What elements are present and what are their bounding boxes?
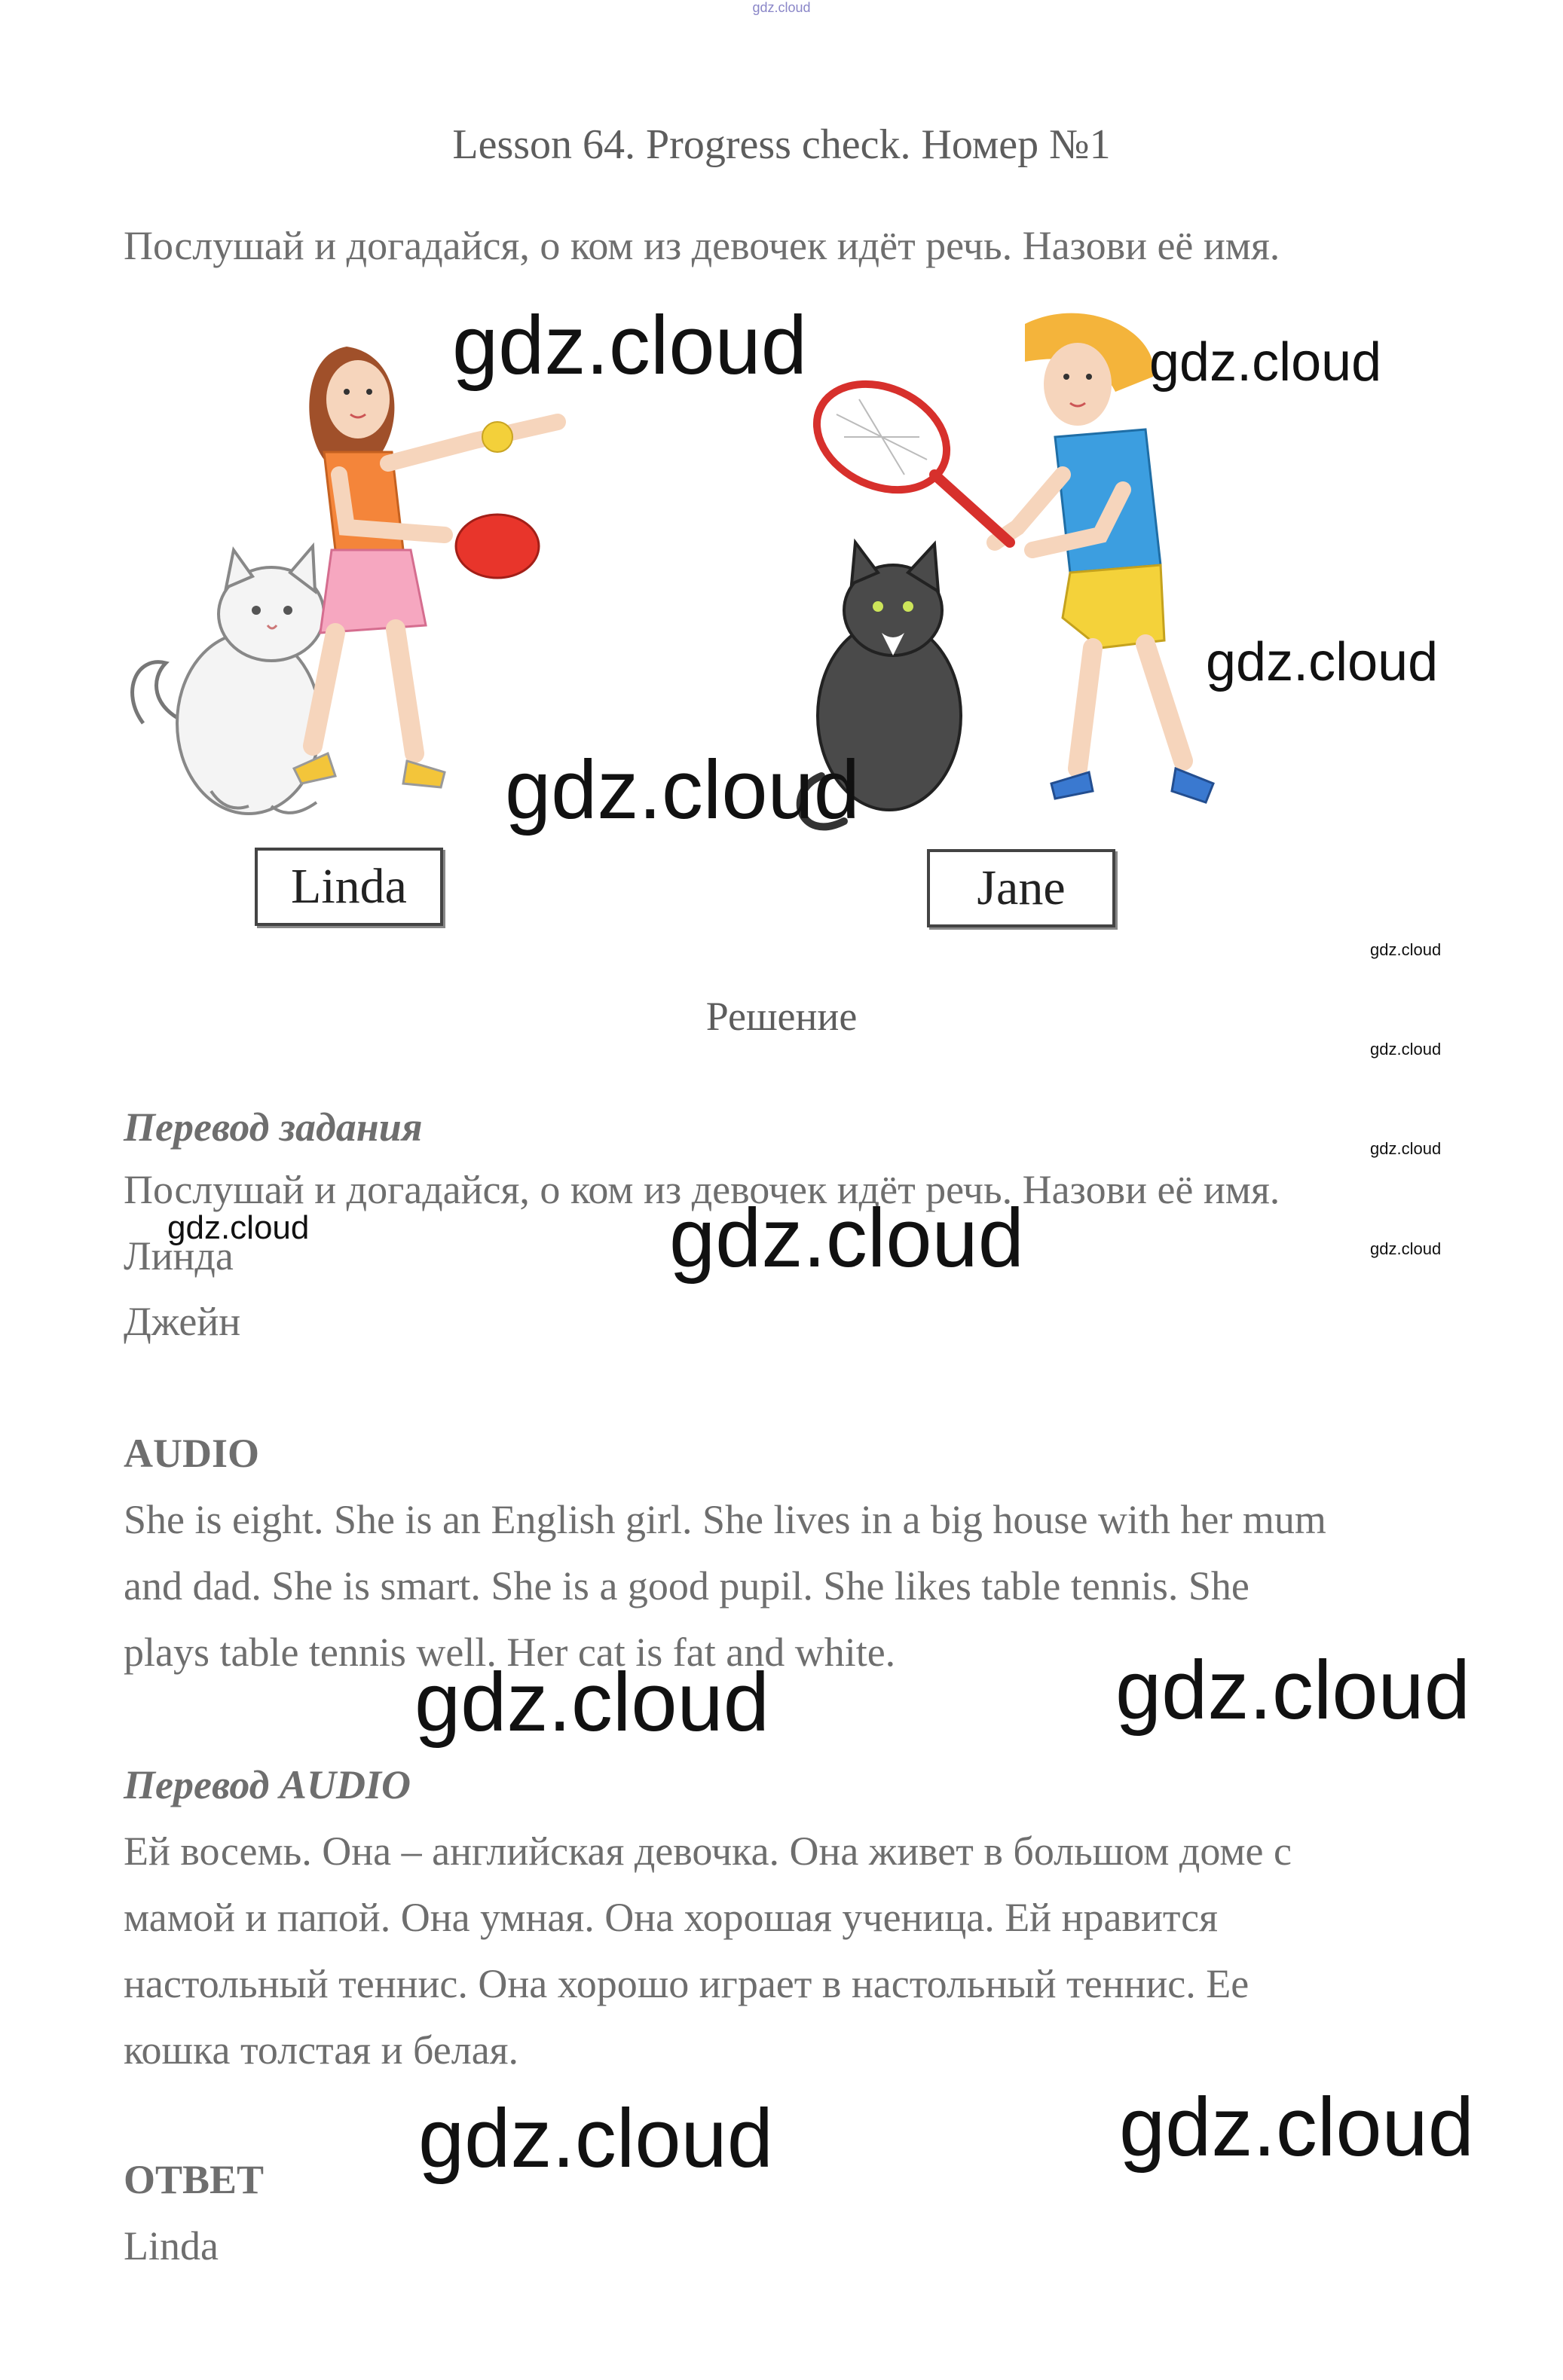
task-text: Послушай и догадайся, о ком из девочек идёт речь. Назови её имя. [124, 223, 1280, 268]
audio-translation-line: мамой и папой. Она умная. Она хорошая ученица. Ей нравится [124, 1895, 1218, 1940]
audio-translation-line: кошка толстая и белая. [124, 2027, 518, 2073]
translation-text: Послушай и догадайся, о ком из девочек идёт речь. Назови её имя. [124, 1167, 1280, 1212]
audio-translation-line: Ей восемь. Она – английская девочка. Она живет в большом доме с [124, 1829, 1292, 1874]
watermark: gdz.cloud [167, 1209, 310, 1246]
audio-translation-line: настольный теннис. Она хорошо играет в настольный теннис. Ее [124, 1961, 1249, 2006]
watermark: gdz.cloud [1115, 1644, 1470, 1737]
watermark: gdz.cloud [452, 299, 807, 392]
watermark: gdz.cloud [505, 744, 860, 836]
header-watermark: gdz.cloud [752, 0, 811, 15]
translation-name-jane: Джейн [124, 1299, 241, 1344]
audio-line: plays table tennis well. Her cat is fat and white. [124, 1630, 896, 1675]
watermark: gdz.cloud [1149, 332, 1382, 393]
watermark: gdz.cloud [1206, 632, 1439, 692]
watermark: gdz.cloud [418, 2092, 773, 2185]
audio-translation-heading: Перевод AUDIO [124, 1762, 411, 1807]
watermark: gdz.cloud [1370, 1139, 1442, 1158]
watermark: gdz.cloud [669, 1192, 1024, 1285]
answer-heading: ОТВЕТ [124, 2157, 265, 2202]
watermark: gdz.cloud [1370, 940, 1442, 959]
audio-line: She is eight. She is an English girl. She lives in a big house with her mum [124, 1497, 1326, 1542]
watermark: gdz.cloud [414, 1656, 769, 1749]
linda-drawing [294, 347, 558, 787]
name-box-jane: Jane [927, 849, 1115, 927]
watermark: gdz.cloud [1370, 1239, 1442, 1258]
translation-heading: Перевод задания [124, 1104, 423, 1150]
audio-line: and dad. She is smart. She is a good pupil. She likes table tennis. She [124, 1563, 1249, 1609]
solution-heading: Решение [705, 994, 858, 1039]
illustration [121, 301, 1266, 934]
watermark: gdz.cloud [1119, 2081, 1474, 2174]
page-title: Lesson 64. Progress check. Номер №1 [452, 121, 1111, 168]
name-box-linda: Linda [255, 848, 443, 926]
translation-name-linda: Линда [124, 1233, 234, 1279]
audio-heading: AUDIO [124, 1431, 260, 1476]
answer-text: Linda [124, 2223, 219, 2268]
watermark: gdz.cloud [1370, 1040, 1442, 1059]
